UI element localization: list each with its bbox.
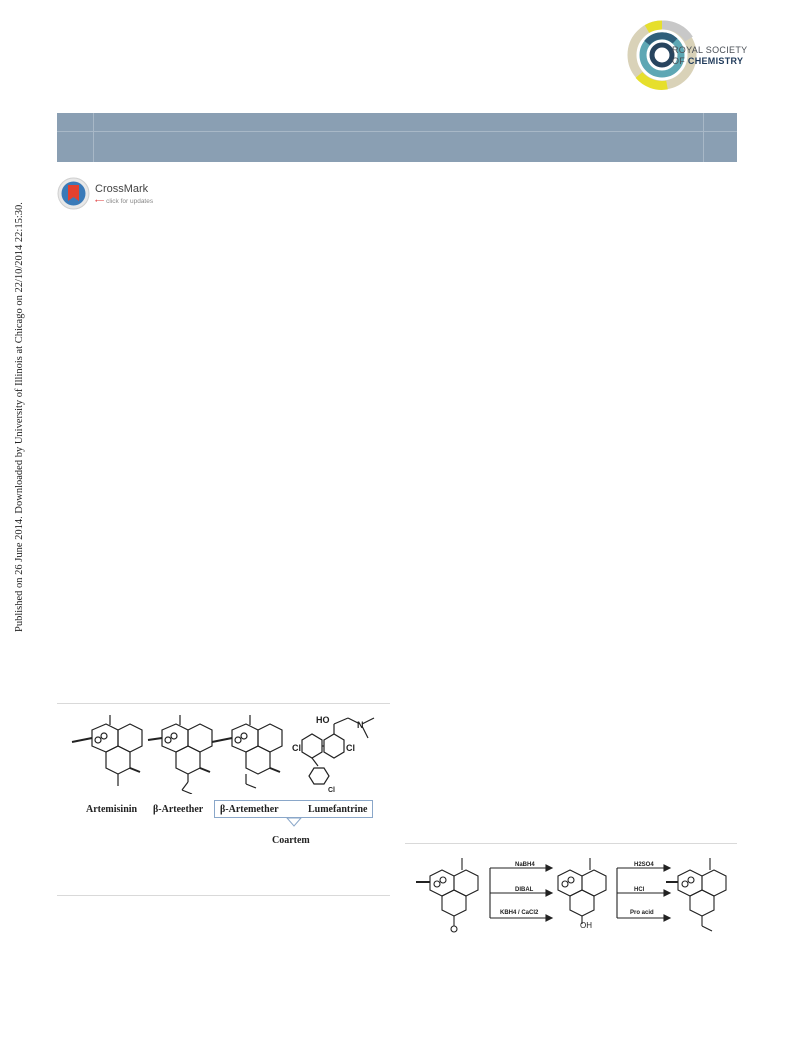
svg-text:Cl: Cl	[292, 743, 301, 753]
label-artemisinin: Artemisinin	[86, 804, 138, 815]
hydroxyl-label: OH	[580, 921, 592, 930]
artemisinin-structure	[72, 715, 142, 786]
artemether-structure	[212, 715, 282, 788]
banner-divider	[93, 113, 94, 162]
svg-text:N: N	[357, 720, 364, 730]
label-lumefantrine: Lumefantrine	[308, 804, 368, 815]
header-banner	[57, 113, 737, 162]
scheme-top-rule	[405, 843, 737, 844]
svg-text:HO: HO	[316, 715, 330, 725]
publisher-name-line1: ROYAL SOCIETY	[672, 45, 748, 55]
reagent-pro-acid: Pro acid	[630, 910, 654, 916]
svg-text:Cl: Cl	[328, 787, 335, 794]
banner-divider	[57, 131, 737, 132]
reagent-dibal: DIBAL	[515, 887, 534, 893]
svg-text:Cl: Cl	[346, 743, 355, 753]
artemisinin-structure	[416, 858, 478, 932]
label-artemether: β-Artemether	[220, 804, 279, 815]
arteether-structure	[148, 715, 212, 794]
publisher-name-line2: OF CHEMISTRY	[672, 56, 744, 66]
crossmark-icon[interactable]	[57, 177, 90, 210]
reagent-hcl: HCl	[634, 887, 645, 893]
publication-note: Published on 26 June 2014. Downloaded by University of Illinois at Chicago on 22/10/2014 22:15:30.	[14, 202, 25, 632]
label-arteether: β-Arteether	[153, 804, 204, 815]
dihydroartemisinin-structure	[558, 858, 606, 924]
reagent-h2so4: H2SO4	[634, 862, 654, 868]
reagent-nabh4: NaBH4	[515, 862, 535, 868]
reduction-scheme-figure	[410, 852, 735, 934]
banner-divider	[703, 113, 704, 162]
figure-bottom-rule	[57, 895, 390, 896]
reagent-kbh4-cacl2: KBH4 / CaCl2	[500, 910, 539, 916]
drug-structures-figure	[62, 712, 382, 794]
label-coartem: Coartem	[272, 835, 310, 846]
crossmark-subtitle[interactable]: ⟵ click for updates	[95, 198, 154, 205]
artemether-structure	[666, 858, 726, 931]
figure-top-rule	[57, 703, 390, 704]
coartem-arrow-icon	[286, 817, 302, 827]
crossmark-title[interactable]: CrossMark	[95, 183, 149, 195]
